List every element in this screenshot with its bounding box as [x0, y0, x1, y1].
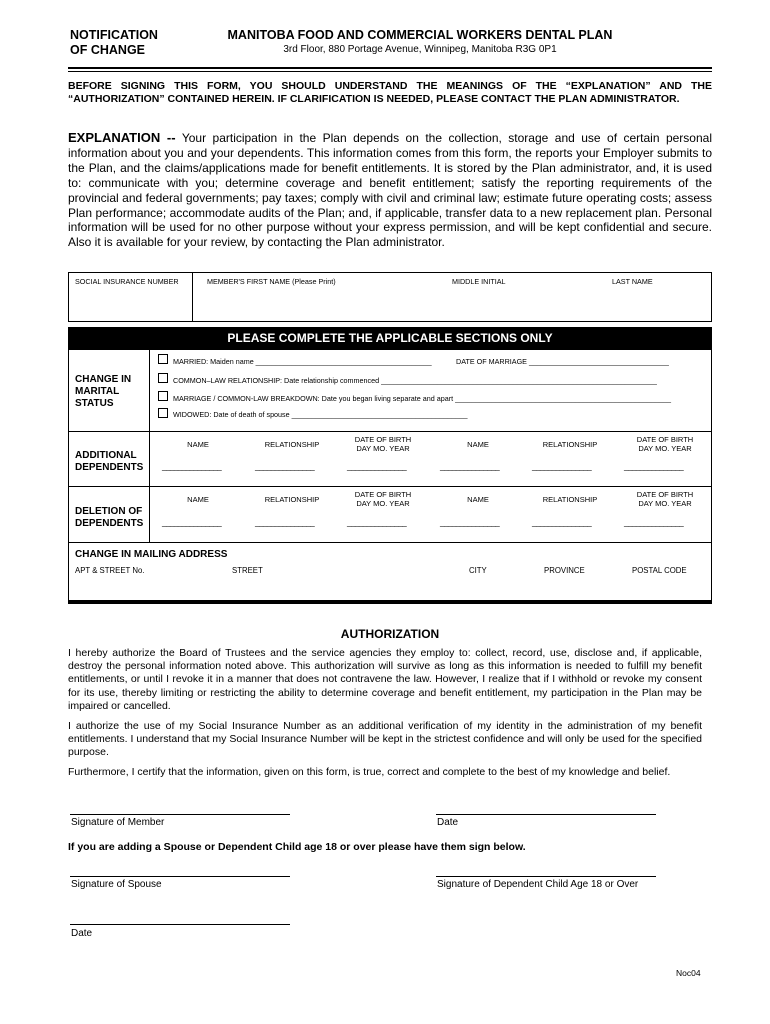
member-signature-line[interactable]: [70, 814, 290, 815]
widowed-field[interactable]: WIDOWED: Date of death of spouse ____________________________________________: [173, 410, 468, 419]
del-relationship-input-1[interactable]: _______________: [255, 518, 315, 527]
del-name-header-2: NAME: [467, 495, 489, 504]
add-dob-header-1: [338, 435, 428, 453]
add-relationship-input-2[interactable]: _______________: [532, 462, 592, 471]
authorization-para-2: I authorize the use of my Social Insurance Number as an additional verification of my identity in the administration of my benefit entitlements. I understand that my Social Insurance Number will be kept in the strictest confidence and will only be used for the specified purpose.: [68, 720, 702, 759]
add-dob-input-1[interactable]: _______________: [347, 462, 407, 471]
del-relationship-header-1: RELATIONSHIP: [264, 495, 320, 504]
form-type-line1: NOTIFICATION: [70, 28, 158, 42]
first-name-field[interactable]: MEMBER'S FIRST NAME (Please Print): [207, 277, 336, 286]
add-dob-input-2[interactable]: _______________: [624, 462, 684, 471]
form-type-label: [70, 28, 158, 58]
form-type-line2: OF CHANGE: [70, 43, 145, 57]
sin-field[interactable]: SOCIAL INSURANCE NUMBER: [75, 277, 179, 286]
marital-status-label: [75, 374, 131, 410]
authorization-para-1: I hereby authorize the Board of Trustees and the service agencies they employ to: collect, record, use, disclose and, if applicable, destroy the personal information noted above. This authorization will survive as long as this information is needed to fulfill my benefit entitlements, or until I revoke it in a manner that does not contravene the law. However, I realize that if I withhold or revoke my consent for its use, thereby limiting or restricting the ability to determine coverage and benefit entitlement, my participation in the Plan may be impaired or cancelled.: [68, 647, 702, 712]
add-name-header-2: NAME: [467, 440, 489, 449]
marital-label-line3: STATUS: [75, 398, 114, 409]
section-banner: PLEASE COMPLETE THE APPLICABLE SECTIONS ONLY: [68, 327, 712, 349]
del-dob-header-2: [620, 490, 710, 508]
dependent-signature-label: Signature of Dependent Child Age 18 or Over: [437, 879, 639, 890]
add-relationship-header-1: RELATIONSHIP: [264, 440, 320, 449]
sections-bottom-rule: [68, 601, 712, 604]
header-rule-thick: [68, 67, 712, 69]
city-field[interactable]: CITY: [469, 566, 487, 575]
breakdown-field[interactable]: MARRIAGE / COMMON-LAW BREAKDOWN: Date you began living separate and apart ______________________________________________________: [173, 394, 671, 403]
additional-label-line1: ADDITIONAL: [75, 450, 137, 461]
additional-label-line2: DEPENDENTS: [75, 462, 144, 473]
spouse-signature-label: Signature of Spouse: [71, 879, 162, 890]
marital-label-line1: CHANGE IN: [75, 374, 132, 385]
date-of-marriage-field[interactable]: DATE OF MARRIAGE ___________________________________: [456, 357, 669, 366]
member-signature-label: Signature of Member: [71, 817, 165, 828]
plan-address: 3rd Floor, 880 Portage Avenue, Winnipeg, Manitoba R3G 0P1: [283, 44, 557, 55]
del-dob-input-2[interactable]: _______________: [624, 518, 684, 527]
add-name-input-2[interactable]: _______________: [440, 462, 500, 471]
deletion-label-line1: DELETION OF: [75, 506, 143, 517]
street-field[interactable]: STREET: [232, 566, 263, 575]
del-dob-title-2: DATE OF BIRTH: [636, 490, 694, 499]
add-dob-title-2: DATE OF BIRTH: [636, 435, 694, 444]
common-law-field[interactable]: COMMON–LAW RELATIONSHIP: Date relationship commenced _____________________________________________________________________: [173, 376, 657, 385]
intro-notice: BEFORE SIGNING THIS FORM, YOU SHOULD UNDERSTAND THE MEANINGS OF THE “EXPLANATION” AND THE “AUTHORIZATION” CONTAINED HEREIN. IF CLARIFICATION IS NEEDED, PLEASE CONTACT THE PLAN ADMINISTRATOR.: [68, 80, 712, 105]
authorization-title: AUTHORIZATION: [340, 627, 440, 641]
explanation-paragraph: [68, 131, 712, 250]
add-relationship-header-2: RELATIONSHIP: [542, 440, 598, 449]
add-dob-sub-1: DAY MO. YEAR: [356, 444, 410, 453]
additional-bottom-rule: [68, 486, 712, 487]
mailing-address-label: CHANGE IN MAILING ADDRESS: [75, 549, 228, 560]
postal-code-field[interactable]: POSTAL CODE: [632, 566, 687, 575]
form-code: Noc04: [676, 968, 701, 978]
additional-dependents-label: [75, 450, 143, 474]
explanation-heading: EXPLANATION --: [68, 130, 176, 145]
add-name-header-1: NAME: [187, 440, 209, 449]
sections-box: [68, 349, 712, 601]
dependent-signature-line[interactable]: [436, 876, 656, 877]
del-dob-sub-1: DAY MO. YEAR: [356, 499, 410, 508]
add-dob-title-1: DATE OF BIRTH: [354, 435, 412, 444]
married-checkbox[interactable]: [158, 354, 168, 364]
del-relationship-input-2[interactable]: _______________: [532, 518, 592, 527]
del-relationship-header-2: RELATIONSHIP: [542, 495, 598, 504]
header-rule-thin: [68, 71, 712, 72]
del-dob-title-1: DATE OF BIRTH: [354, 490, 412, 499]
del-dob-header-1: [338, 490, 428, 508]
add-name-input-1[interactable]: _______________: [162, 462, 222, 471]
breakdown-checkbox[interactable]: [158, 391, 168, 401]
add-dob-header-2: [620, 435, 710, 453]
spouse-signature-line[interactable]: [70, 876, 290, 877]
deletion-label-line2: DEPENDENTS: [75, 518, 144, 529]
spouse-dependent-notice: If you are adding a Spouse or Dependent Child age 18 or over please have them sign below.: [68, 841, 526, 853]
explanation-text: Your participation in the Plan depends on the collection, storage and use of certain personal information about you and your dependents. This information comes from this form, the reports your Employer submits to the Plan, and the claims/applications made for benefit entitlements. It is stored by the Plan administrator, and, it is used to: communicate with you; determine coverage and benefit entitlement; satisfy the reporting requirements of the provincial and federal governments; pay taxes; comply with civil and criminal law; estimate future operating costs; assess Plan performance; accommodate audits of the Plan; and, if applicable, transfer data to a new replacement plan. Personal information will be used for no other purpose without your express permission, and will be kept confidential and secure. Also it is available for your review, by contacting the Plan administrator.: [68, 131, 712, 250]
member-date-line[interactable]: [436, 814, 656, 815]
authorization-para-3: Furthermore, I certify that the information, given on this form, is true, correct and complete to the best of my knowledge and belief.: [68, 766, 671, 778]
marital-bottom-rule: [68, 431, 712, 432]
plan-title: MANITOBA FOOD AND COMMERCIAL WORKERS DENTAL PLAN: [227, 28, 613, 42]
add-dob-sub-2: DAY MO. YEAR: [638, 444, 692, 453]
widowed-checkbox[interactable]: [158, 408, 168, 418]
add-relationship-input-1[interactable]: _______________: [255, 462, 315, 471]
spouse-date-label: Date: [71, 928, 93, 939]
sections-label-divider: [149, 349, 150, 542]
common-law-checkbox[interactable]: [158, 373, 168, 383]
del-name-input-2[interactable]: _______________: [440, 518, 500, 527]
married-field[interactable]: MARRIED: Maiden name ____________________________________________: [173, 357, 432, 366]
middle-initial-field[interactable]: MIDDLE INITIAL: [452, 277, 506, 286]
member-box-divider: [192, 272, 193, 322]
deletion-bottom-rule: [68, 542, 712, 543]
del-name-input-1[interactable]: _______________: [162, 518, 222, 527]
deletion-dependents-label: [75, 506, 143, 530]
marital-label-line2: MARITAL: [75, 386, 120, 397]
last-name-field[interactable]: LAST NAME: [612, 277, 653, 286]
spouse-date-line[interactable]: [70, 924, 290, 925]
del-name-header-1: NAME: [187, 495, 209, 504]
del-dob-sub-2: DAY MO. YEAR: [638, 499, 692, 508]
apt-street-field[interactable]: APT & STREET No.: [75, 566, 145, 575]
province-field[interactable]: PROVINCE: [544, 566, 585, 575]
member-date-label: Date: [437, 817, 459, 828]
del-dob-input-1[interactable]: _______________: [347, 518, 407, 527]
